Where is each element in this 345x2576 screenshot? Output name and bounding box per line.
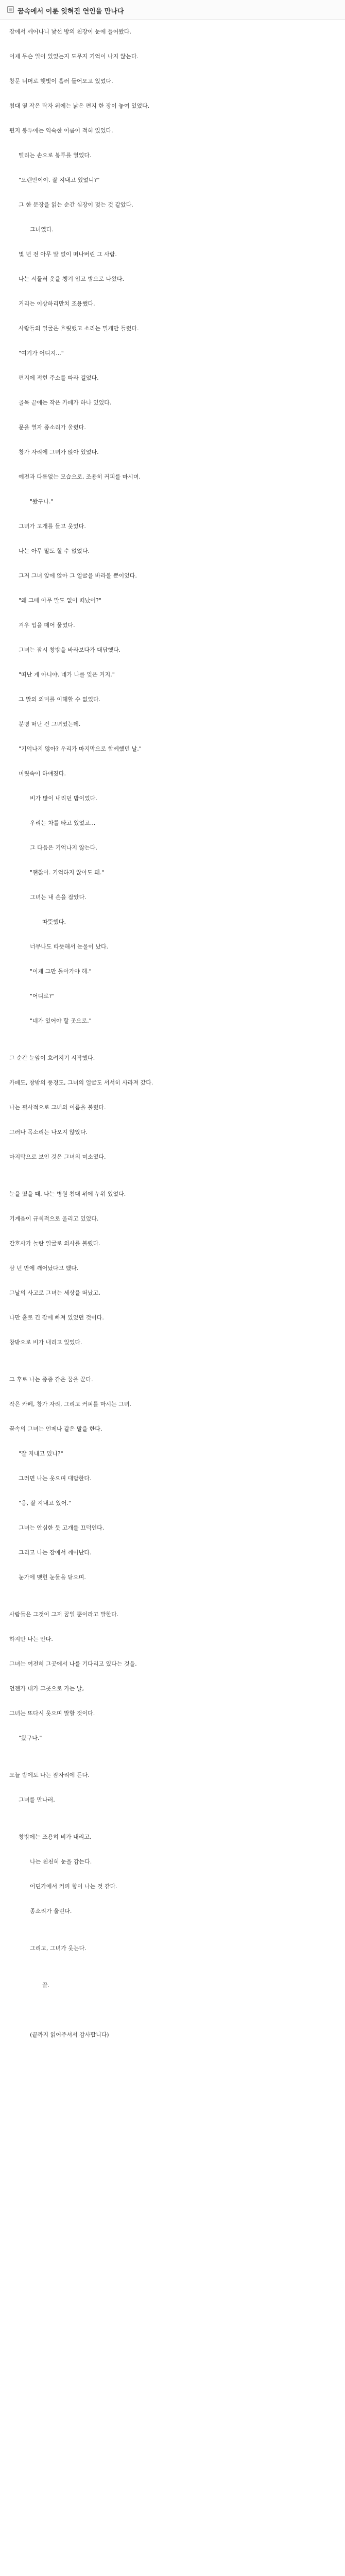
blank-line	[0, 2227, 345, 2239]
body-line: "괜찮아. 기억하지 않아도 돼."	[30, 869, 105, 876]
blank-line	[0, 1621, 345, 1633]
blank-line	[0, 1460, 345, 1472]
body-line: 몇 년 전 아무 말 없이 떠나버린 그 사람.	[19, 251, 117, 258]
blank-line	[0, 928, 345, 941]
blank-line	[0, 2004, 345, 2016]
blank-line	[0, 1782, 345, 1794]
blank-line	[0, 879, 345, 891]
body-line: "왔구나."	[30, 498, 54, 505]
blank-line	[0, 2301, 345, 2313]
body-line: "기억나지 않아? 우리가 마지막으로 함께했던 날."	[19, 745, 142, 752]
blank-line	[0, 2462, 345, 2474]
blank-line	[0, 2041, 345, 2054]
body-line: 나는 서둘러 옷을 챙겨 입고 밖으로 나왔다.	[19, 276, 125, 282]
body-line: 나는 천천히 눈을 감는다.	[30, 1858, 92, 1865]
blank-line	[0, 2214, 345, 2227]
body-line: 나는 아무 말도 할 수 없었다.	[19, 548, 90, 554]
blank-line	[0, 1596, 345, 1608]
blank-line	[0, 2103, 345, 2115]
blank-line	[0, 1843, 345, 1856]
blank-line	[0, 2523, 345, 2536]
blank-line	[0, 38, 345, 50]
blank-line	[0, 2128, 345, 2140]
blank-line	[0, 2115, 345, 2128]
body-line: 겨우 입을 떼어 물었다.	[19, 622, 75, 629]
body-line: 그 순간 눈앞이 흐려지기 시작했다.	[9, 1055, 95, 1061]
body-line: 편지 봉투에는 익숙한 이름이 적혀 있었다.	[9, 127, 113, 134]
body-line: 어딘가에서 커피 향이 나는 것 같다.	[30, 1883, 117, 1890]
document-icon: ▤	[7, 6, 14, 13]
blank-line	[0, 1040, 345, 1052]
blank-line	[0, 805, 345, 817]
blank-line	[0, 2425, 345, 2437]
blank-line	[0, 1324, 345, 1336]
body-line: 나는 필사적으로 그녀의 이름을 불렀다.	[9, 1104, 106, 1111]
blank-line	[0, 1435, 345, 1448]
blank-line	[0, 2016, 345, 2029]
blank-line	[0, 261, 345, 273]
blank-line	[0, 459, 345, 471]
blank-line	[0, 2313, 345, 2326]
blank-line	[0, 409, 345, 421]
blank-line	[0, 2202, 345, 2214]
blank-line	[0, 1386, 345, 1398]
blank-line	[0, 1893, 345, 1905]
blank-line	[0, 1176, 345, 1188]
blank-line	[0, 236, 345, 248]
body-line: 그 말의 의미를 이해할 수 없었다.	[19, 696, 101, 703]
blank-line	[0, 2326, 345, 2338]
blank-line	[0, 1534, 345, 1547]
blank-line	[0, 483, 345, 496]
body-line: 그녀는 잠시 창밖을 바라보다가 대답했다.	[19, 647, 121, 653]
body-line: 그 후로 나는 종종 같은 꿈을 꾼다.	[9, 1376, 93, 1383]
body-line: 어제 무슨 일이 있었는지 도무지 기억이 나지 않는다.	[9, 53, 139, 60]
blank-line	[0, 681, 345, 693]
body-line: 따뜻했다.	[42, 919, 66, 925]
blank-line	[0, 904, 345, 916]
body-line: 하지만 나는 안다.	[9, 1636, 53, 1642]
blank-line	[0, 2561, 345, 2573]
blank-line	[0, 2251, 345, 2264]
blank-line	[0, 582, 345, 595]
body-line: 창밖으로 비가 내리고 있었다.	[9, 1339, 82, 1346]
blank-line	[0, 1163, 345, 1176]
blank-line	[0, 2165, 345, 2177]
blank-line	[0, 162, 345, 174]
body-line: 그녀가 고개를 들고 웃었다.	[19, 523, 86, 530]
blank-line	[0, 1670, 345, 1683]
document-header	[0, 0, 345, 20]
blank-line	[0, 1003, 345, 1015]
body-line: 그날의 사고로 그녀는 세상을 떠났고,	[9, 1290, 100, 1296]
blank-line	[0, 2437, 345, 2449]
blank-line	[0, 211, 345, 224]
body-line: 떨리는 손으로 봉투를 열었다.	[19, 152, 92, 159]
blank-line	[0, 1584, 345, 1596]
body-line: 사람들의 얼굴은 흐릿했고 소리는 멀게만 들렸다.	[19, 325, 139, 332]
body-line: 분명 떠난 건 그녀였는데.	[19, 721, 81, 727]
body-line: 그녀는 여전히 그곳에서 나를 기다리고 있다는 것을.	[9, 1660, 137, 1667]
blank-line	[0, 2536, 345, 2548]
document-body	[0, 26, 345, 2576]
blank-line	[0, 607, 345, 619]
blank-line	[0, 854, 345, 867]
body-line: 그 한 문장을 읽는 순간 심장이 멎는 것 같았다.	[19, 201, 133, 208]
body-line: "왔구나."	[19, 1735, 42, 1741]
body-line: 거리는 이상하리만치 조용했다.	[19, 300, 95, 307]
blank-line	[0, 1200, 345, 1213]
blank-line	[0, 1559, 345, 1571]
blank-line	[0, 755, 345, 768]
blank-line	[0, 2338, 345, 2350]
body-line: "오랜만이야. 잘 지내고 있었니?"	[19, 177, 100, 183]
body-line: 우리는 차를 타고 있었고...	[30, 820, 96, 826]
blank-line	[0, 137, 345, 149]
body-line: 그녀였다.	[30, 226, 54, 233]
blank-line	[0, 1918, 345, 1930]
body-line: 눈을 떴을 때, 나는 병원 침대 위에 누워 있었다.	[9, 1191, 126, 1197]
body-line: 언젠가 내가 그곳으로 가는 날,	[9, 1685, 84, 1692]
blank-line	[0, 2153, 345, 2165]
blank-line	[0, 1930, 345, 1942]
body-line: (끝까지 읽어주셔서 감사합니다)	[30, 2031, 109, 2038]
body-line: 창밖에는 조용히 비가 내리고,	[19, 1834, 92, 1840]
blank-line	[0, 310, 345, 323]
body-line: 예전과 다름없는 모습으로, 조용히 커피를 마시며.	[19, 473, 141, 480]
body-line: 창문 너머로 햇빛이 흘러 들어오고 있었다.	[9, 78, 113, 84]
body-line: 끝.	[42, 1982, 50, 1989]
body-line: 카페도, 창밖의 풍경도, 그녀의 얼굴도 서서히 사라져 갔다.	[9, 1079, 153, 1086]
blank-line	[0, 1485, 345, 1497]
blank-line	[0, 2387, 345, 2400]
blank-line	[0, 780, 345, 792]
blank-line	[0, 88, 345, 100]
blank-line	[0, 829, 345, 842]
blank-line	[0, 1250, 345, 1262]
body-line: 그저 그녀 앞에 앉아 그 얼굴을 바라볼 뿐이었다.	[19, 572, 137, 579]
blank-line	[0, 1806, 345, 1819]
body-line: "이제 그만 돌아가야 해."	[30, 968, 92, 975]
blank-line	[0, 1299, 345, 1312]
blank-line	[0, 2078, 345, 2091]
blank-line	[0, 1361, 345, 1374]
body-line: 그리고 나는 잠에서 깨어난다.	[19, 1549, 92, 1556]
blank-line	[0, 1695, 345, 1707]
body-line: 너무나도 따뜻해서 눈물이 났다.	[30, 943, 109, 950]
blank-line	[0, 2190, 345, 2202]
body-line: 삼 년 만에 깨어났다고 했다.	[9, 1265, 79, 1272]
blank-line	[0, 953, 345, 965]
blank-line	[0, 508, 345, 520]
blank-line	[0, 1720, 345, 1732]
body-line: 마지막으로 보인 것은 그녀의 미소였다.	[9, 1154, 106, 1160]
blank-line	[0, 557, 345, 570]
blank-line	[0, 2140, 345, 2153]
body-line: 기계음이 규칙적으로 울리고 있었다.	[9, 1215, 99, 1222]
blank-line	[0, 1114, 345, 1126]
body-line: "왜 그때 아무 말도 없이 떠났어?"	[19, 597, 101, 604]
blank-line	[0, 1819, 345, 1831]
blank-line	[0, 1275, 345, 1287]
blank-line	[0, 706, 345, 718]
body-line: 그녀를 만나러.	[19, 1797, 55, 1803]
blank-line	[0, 1646, 345, 1658]
body-line: 그녀는 내 손을 잡았다.	[30, 894, 87, 901]
body-line: "여기가 어디지..."	[19, 350, 64, 357]
body-line: 눈가에 맺힌 눈물을 닦으며.	[19, 1574, 86, 1581]
body-line: 비가 많이 내리던 밤이었다.	[30, 795, 97, 802]
body-line: 그녀는 안심한 듯 고개를 끄덕인다.	[19, 1524, 105, 1531]
blank-line	[0, 1139, 345, 1151]
blank-line	[0, 2548, 345, 2561]
blank-line	[0, 1868, 345, 1880]
blank-line	[0, 656, 345, 669]
blank-line	[0, 2239, 345, 2251]
body-line: 그리고, 그녀가 웃는다.	[30, 1945, 87, 1952]
body-line: 작은 카페, 창가 자리, 그리고 커피를 마시는 그녀.	[9, 1401, 131, 1408]
body-line: "응, 잘 지내고 있어."	[19, 1500, 71, 1506]
blank-line	[0, 1064, 345, 1077]
blank-line	[0, 2289, 345, 2301]
blank-line	[0, 285, 345, 298]
body-line: 나만 홀로 긴 잠에 빠져 있었던 것이다.	[9, 1314, 104, 1321]
blank-line	[0, 2573, 345, 2576]
body-line: "네가 있어야 할 곳으로."	[30, 1018, 92, 1024]
blank-line	[0, 1411, 345, 1423]
body-line: 오늘 밤에도 나는 잠자리에 든다.	[9, 1772, 90, 1778]
blank-line	[0, 2400, 345, 2412]
blank-line	[0, 2412, 345, 2425]
blank-line	[0, 434, 345, 446]
blank-line	[0, 2264, 345, 2276]
blank-line	[0, 2486, 345, 2499]
blank-line	[0, 533, 345, 545]
blank-line	[0, 187, 345, 199]
blank-line	[0, 632, 345, 644]
blank-line	[0, 1992, 345, 2004]
blank-line	[0, 731, 345, 743]
blank-line	[0, 2511, 345, 2523]
blank-line	[0, 2066, 345, 2078]
body-line: 편지에 적힌 주소를 따라 걸었다.	[19, 375, 99, 381]
blank-line	[0, 1089, 345, 1101]
blank-line	[0, 1027, 345, 1040]
body-line: 문을 열자 종소리가 울렸다.	[19, 424, 86, 431]
body-line: "어디로?"	[30, 993, 55, 999]
body-line: 꿈속의 그녀는 언제나 같은 말을 한다.	[9, 1426, 102, 1432]
blank-line	[0, 2177, 345, 2190]
blank-line	[0, 2449, 345, 2462]
body-line: "떠난 게 아니야. 네가 나를 잊은 거지."	[19, 671, 115, 678]
blank-line	[0, 1757, 345, 1769]
body-line: 잠에서 깨어나니 낯선 방의 천장이 눈에 들어왔다.	[9, 28, 131, 35]
body-line: 골목 끝에는 작은 카페가 하나 있었다.	[19, 399, 112, 406]
body-line: 사람들은 그것이 그저 꿈일 뿐이라고 말한다.	[9, 1611, 119, 1618]
blank-line	[0, 978, 345, 990]
blank-line	[0, 1510, 345, 1522]
blank-line	[0, 2350, 345, 2363]
body-line: 그 다음은 기억나지 않는다.	[30, 844, 97, 851]
blank-line	[0, 112, 345, 125]
body-line: 머릿속이 하얘졌다.	[19, 770, 66, 777]
blank-line	[0, 63, 345, 75]
blank-line	[0, 1744, 345, 1757]
body-line: 그러나 목소리는 나오지 않았다.	[9, 1129, 88, 1136]
body-line: 간호사가 놀란 얼굴로 의사를 불렀다.	[9, 1240, 100, 1247]
blank-line	[0, 360, 345, 372]
blank-line	[0, 2363, 345, 2375]
blank-line	[0, 1955, 345, 1967]
body-line: 창가 자리에 그녀가 앉아 있었다.	[19, 449, 99, 455]
blank-line	[0, 2499, 345, 2511]
body-line: 종소리가 울린다.	[30, 1908, 72, 1914]
blank-line	[0, 1225, 345, 1238]
blank-line	[0, 2474, 345, 2486]
blank-line	[0, 335, 345, 347]
body-line: "잘 지내고 있니?"	[19, 1450, 63, 1457]
blank-line	[0, 2054, 345, 2066]
document-title: 꿈속에서 이룬 잊혀진 연인을 만나다	[18, 8, 124, 15]
blank-line	[0, 2375, 345, 2387]
blank-line	[0, 384, 345, 397]
blank-line	[0, 1349, 345, 1361]
body-line: 그러면 나는 웃으며 대답한다.	[19, 1475, 92, 1482]
blank-line	[0, 2091, 345, 2103]
body-line: 침대 옆 작은 탁자 위에는 낡은 편지 한 장이 놓여 있었다.	[9, 103, 150, 109]
body-line: 그녀는 또다시 웃으며 말할 것이다.	[9, 1710, 95, 1717]
blank-line	[0, 1967, 345, 1979]
blank-line	[0, 2276, 345, 2289]
